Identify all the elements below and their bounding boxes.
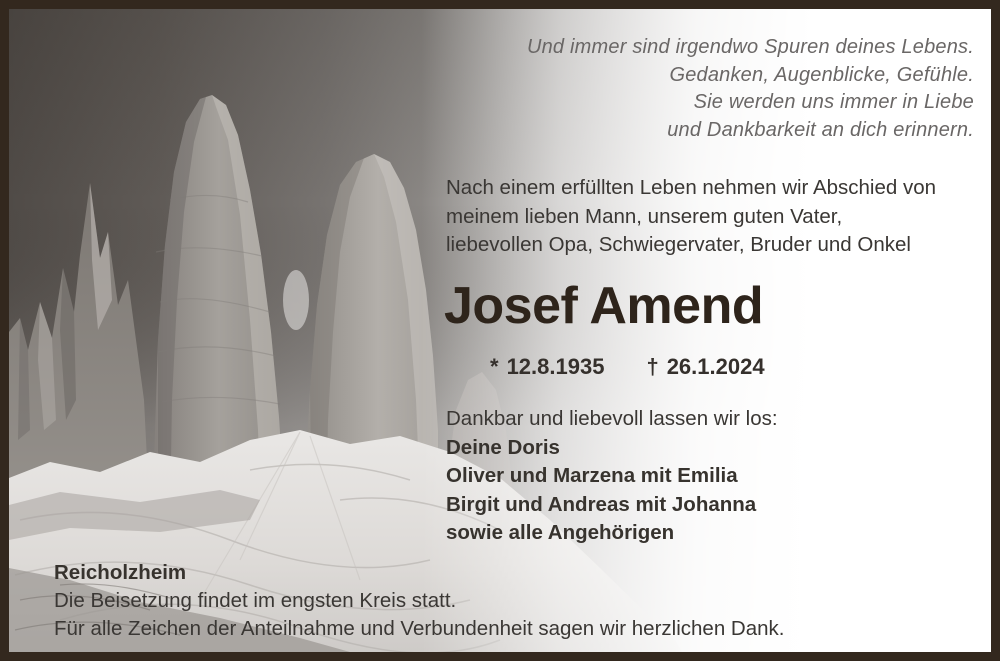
poem-line: Gedanken, Augenblicke, Gefühle.	[669, 63, 974, 86]
mourner-line: Birgit und Andreas mit Johanna	[446, 492, 757, 516]
memorial-poem	[527, 34, 974, 144]
funeral-info	[54, 559, 784, 643]
farewell-intro	[446, 174, 936, 260]
farewell-block	[446, 405, 778, 548]
birth-date-value: 12.8.1935	[506, 354, 605, 379]
deceased-name: Josef Amend	[444, 277, 764, 335]
poem-line: und Dankbarkeit an dich erinnern.	[667, 118, 974, 141]
intro-line: meinem lieben Mann, unserem guten Vater,	[446, 204, 843, 228]
poem-line: Sie werden uns immer in Liebe	[693, 91, 974, 113]
death-date-value: 26.1.2024	[666, 354, 765, 379]
death-date	[646, 354, 764, 380]
mourner-line: Oliver und Marzena mit Emilia	[446, 464, 738, 488]
mourner-line: sowie alle Angehörigen	[446, 521, 675, 545]
death-cross-symbol: †	[646, 354, 659, 379]
poem-line: Und immer sind irgendwo Spuren deines Lebens.	[526, 36, 974, 58]
birth-date	[490, 354, 604, 380]
intro-line: Nach einem erfüllten Leben nehmen wir Abschied von	[446, 176, 937, 199]
birth-star-symbol: *	[490, 354, 499, 379]
life-dates	[490, 354, 765, 380]
funeral-line: Für alle Zeichen der Anteilnahme und Verbundenheit sagen wir herzlichen Dank.	[54, 617, 785, 640]
intro-line: liebevollen Opa, Schwiegervater, Bruder und Onkel	[446, 233, 911, 256]
place-name: Reicholzheim	[54, 561, 187, 584]
farewell-heading: Dankbar und liebevoll lassen wir los:	[446, 407, 778, 430]
mourner-line: Deine Doris	[446, 435, 560, 459]
funeral-line: Die Beisetzung findet im engsten Kreis statt.	[54, 589, 457, 612]
